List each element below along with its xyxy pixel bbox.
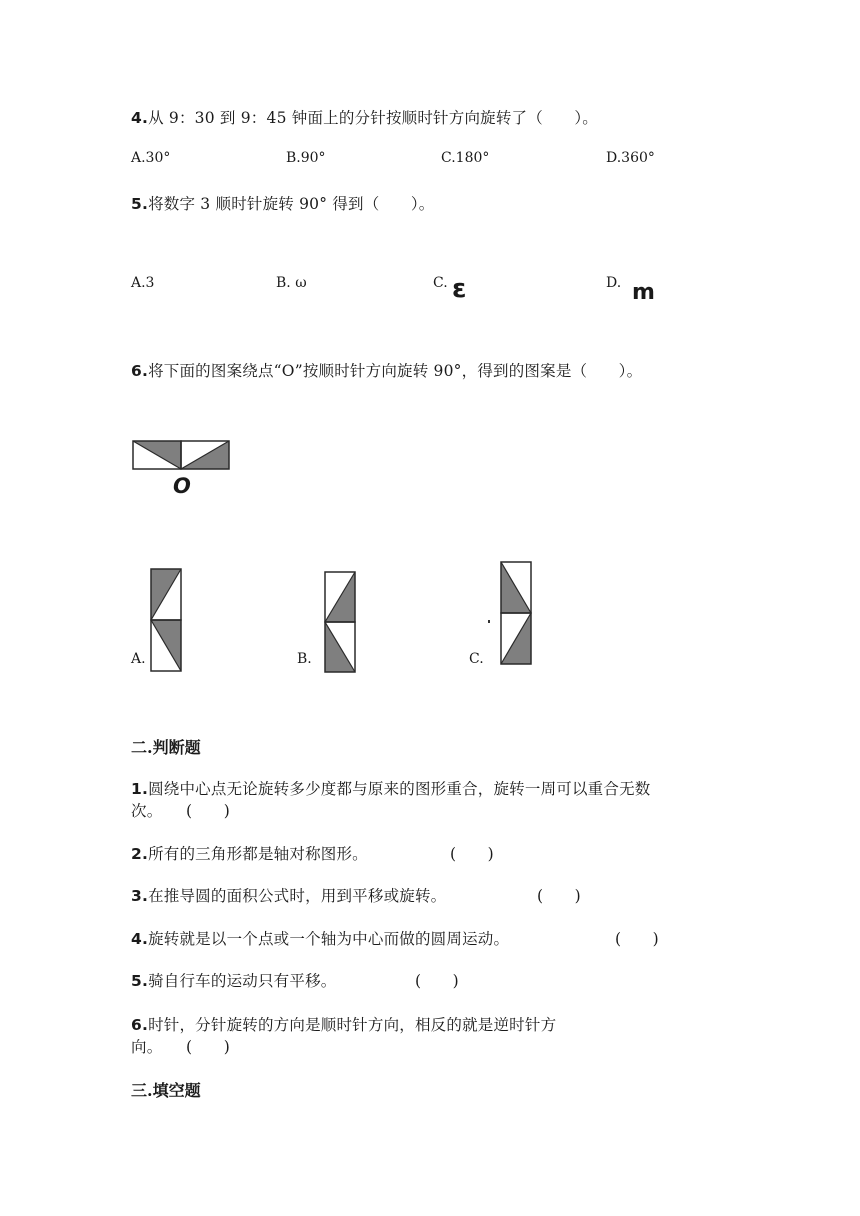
item-text: 在推导圆的面积公式时，用到平移或旋转。: [148, 887, 447, 905]
option-c: C.180°: [441, 150, 490, 166]
point-o-label: O: [173, 474, 191, 498]
judgment-item-6: [131, 1013, 556, 1035]
question-text: 将数字 3 顺时针旋转 90° 得到（ ）。: [148, 195, 435, 213]
option-b-figure: [325, 572, 357, 674]
item-text: 所有的三角形都是轴对称图形。: [148, 845, 368, 863]
judgment-item-2: [131, 842, 368, 864]
option-a-figure: [151, 569, 183, 673]
judgment-item-4: [131, 927, 509, 949]
rotated-three-glyph-c: ε: [452, 274, 467, 304]
question-number: 4.: [131, 109, 149, 127]
item-number: 2.: [131, 845, 149, 863]
question-text: 从 9：30 到 9：45 钟面上的分针按顺时针方向旋转了（ ）。: [148, 109, 599, 127]
question-number: 6.: [131, 362, 149, 380]
question-5: [131, 192, 434, 214]
answer-blank: ( ): [415, 972, 459, 990]
answer-blank: ( ): [615, 930, 659, 948]
question-text: 将下面的图案绕点“O”按顺时针方向旋转 90°，得到的图案是（ ）。: [148, 362, 643, 380]
item-number: 4.: [131, 930, 149, 948]
section-heading-judgment: 二.判断题: [131, 738, 201, 757]
option-a: A.: [131, 651, 146, 667]
answer-blank: ( ): [537, 887, 581, 905]
answer-blank: ( ): [450, 845, 494, 863]
rotated-three-glyph-d: m: [632, 280, 655, 305]
option-b: B. ω: [276, 275, 307, 291]
option-c: C.: [433, 275, 448, 291]
original-pattern-figure: [133, 441, 231, 471]
item-number: 5.: [131, 972, 149, 990]
judgment-item-5: [131, 969, 336, 991]
judgment-item-1-continuation: 次。 ( ): [131, 802, 230, 820]
section-heading-fill-in: 三.填空题: [131, 1081, 201, 1100]
judgment-item-3: [131, 884, 446, 906]
question-number: 5.: [131, 195, 149, 213]
item-number: 6.: [131, 1016, 149, 1034]
item-number: 1.: [131, 780, 149, 798]
option-c: C.: [469, 651, 484, 667]
judgment-item-1: [131, 777, 650, 799]
item-text: 时针，分针旋转的方向是顺时针方向，相反的就是逆时针方: [148, 1016, 557, 1034]
option-b: B.90°: [286, 150, 326, 166]
option-c-figure: [501, 562, 533, 666]
option-d: D.: [606, 275, 622, 291]
item-number: 3.: [131, 887, 149, 905]
question-4: [131, 106, 598, 128]
item-text: 旋转就是以一个点或一个轴为中心而做的圆周运动。: [148, 930, 510, 948]
question-6: [131, 359, 642, 381]
option-b: B.: [297, 651, 312, 667]
option-d: D.360°: [606, 150, 655, 166]
item-text: 圆绕中心点无论旋转多少度都与原来的图形重合，旋转一周可以重合无数: [148, 780, 651, 798]
judgment-item-6-continuation: 向。 ( ): [131, 1038, 230, 1056]
option-a: A.3: [131, 275, 155, 291]
stray-dot: [488, 620, 490, 623]
item-text: 骑自行车的运动只有平移。: [148, 972, 337, 990]
option-a: A.30°: [131, 150, 171, 166]
